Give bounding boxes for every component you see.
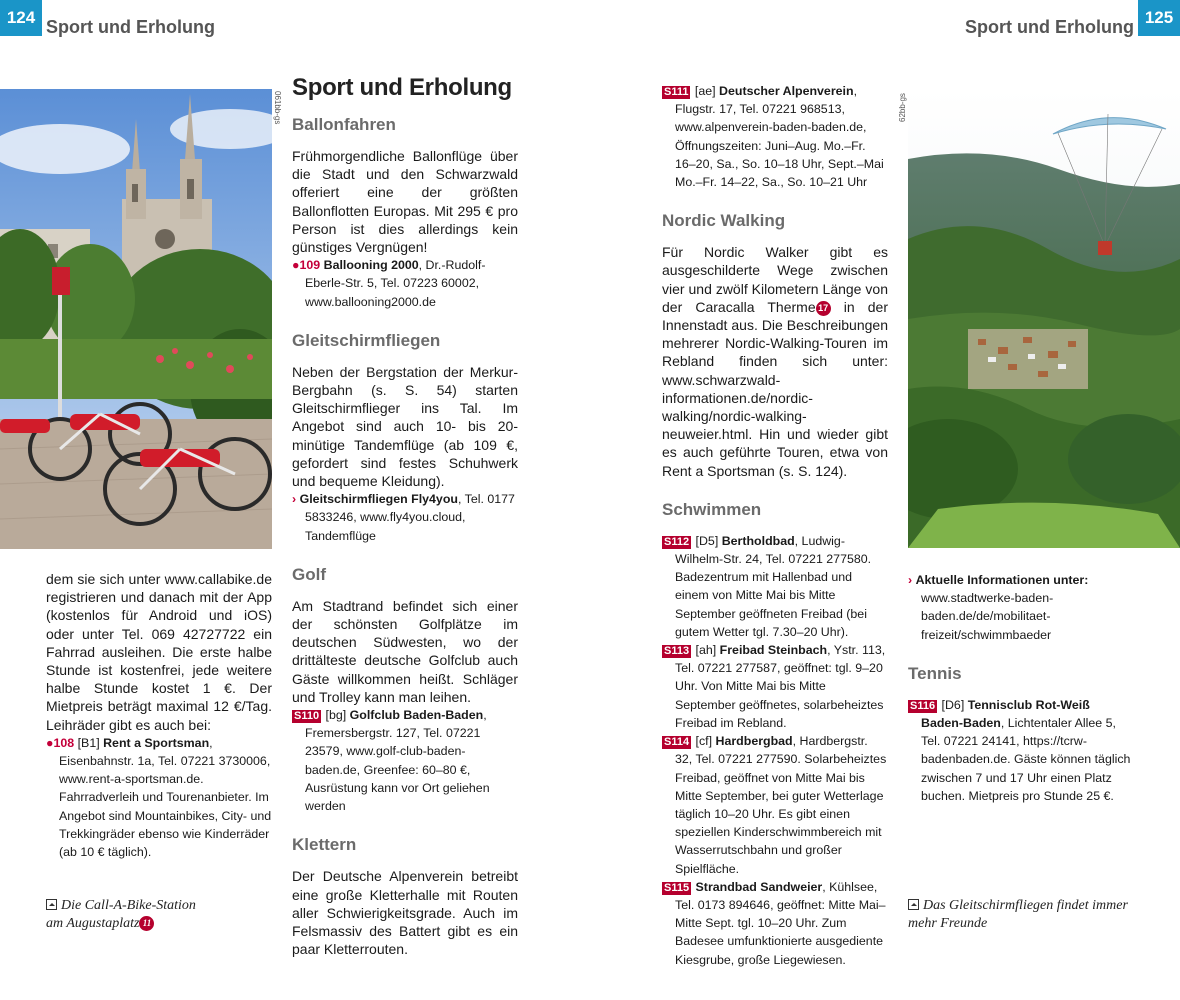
photo-credit-left: 061bb-gs	[273, 91, 282, 125]
column-2	[292, 73, 518, 958]
heading-ballonfahren: Ballonfahren	[292, 115, 396, 134]
chevron-right-icon: ›	[908, 573, 913, 587]
entry-marker: ●108	[46, 735, 75, 750]
ballonfahren-text: Frühmorgendliche Ballonflüge über die Stadt und den Schwarzwald offeriert eine der größten Ballonflotten Europas. Mit 295 € pro Person ist dies allerdings kein günstiges Vergnügen!	[292, 148, 518, 256]
chevron-right-icon: ›	[292, 492, 297, 507]
page-number-right: 125	[1138, 0, 1180, 36]
klettern-text: Der Deutsche Alpenverein betreibt eine große Kletterhalle mit Routen aller Schwierigkeitsgrade. Auch im Felsmassiv des Battert gibt es ein paar Kletterrouten.	[292, 868, 518, 958]
photo-icon	[908, 899, 919, 910]
location-ref-badge: 11	[139, 916, 154, 931]
heading-nordic-walking: Nordic Walking	[662, 211, 786, 231]
entry-112: S112 [D5] Bertholdbad, Ludwig-Wilhelm-Str. 24, Tel. 07221 277580. Badezentrum mit Hallenbad und einem von Mitte Mai bis Mitte September geöffneten Freibad (bei gutem Wetter tgl. 7.30–20 Uhr).	[664, 533, 872, 639]
photo-icon	[46, 899, 57, 910]
golf-text: Am Stadtrand befindet sich einer der schönsten Golfplätze im deutschen Südwesten, wo der drittälteste deutsche Golfclub auch Gäste willkommen heißt. Schläger und Trolley kann man leihen.	[292, 597, 518, 705]
entry-109: ●109 Ballooning 2000, Dr.-Rudolf-Eberle-Str. 5, Tel. 07223 60002, www.ballooning2000.de	[292, 258, 486, 309]
entry-info-schwimmbaeder: › Aktuelle Informationen unter: www.stadtwerke-baden-baden.de/de/mobilitaet-freizeit/schwimmbaeder	[908, 573, 1089, 642]
column-1	[46, 570, 272, 861]
map-ref: [B1]	[74, 735, 104, 750]
entry-text: , Eisenbahnstr. 1a, Tel. 07221 3730006, www.rent-a-sportsman.de. Fahrradverleih und Tourenanbieter. Im Angebot sind Mountainbikes, City- und Trekkingräder ebenso wie Kinderräder (ab 10 € täglich).	[59, 735, 272, 860]
entry-115: S115 Strandbad Sandweier, Kühlsee, Tel. 0173 894646, geöffnet: Mitte Mai–Mitte Sept. tgl. 10–20 Uhr. Zum Badesee umfunktionierte ausgediente Kiesgrube, große Liegewiesen.	[664, 879, 886, 967]
nordic-walking-text: Für Nordic Walker gibt es ausgeschilderte Wege zwischen vier und zwölf Kilometern Länge von der Caracalla Therme 17 in der Innenstadt aus. Die Beschreibungen mehrerer Nordic-Walking-Touren im Rebland finden sich unter: www.schwarzwald-informationen.de/nordic-walking/nordic-walking-neuweier.html. Hin und wieder gibt es auch geführte Touren, etwa von Rent a Sportsman (s. S. 124).	[662, 244, 888, 479]
entry-111: S111 [ae] Deutscher Alpenverein, Flugstr. 17, Tel. 07221 968513, www.alpenverein-baden-baden.de, Öffnungszeiten: Juni–Aug. Mo.–Fr. 16–20, Sa., So. 10–18 Uhr, Sept.–Mai Mo.–Fr. 14–22, Sa., So. 10–21 Uhr	[664, 84, 884, 190]
location-ref-badge: 17	[816, 301, 831, 316]
heading-tennis: Tennis	[908, 663, 962, 683]
entry-113: S113 [ah] Freibad Steinbach, Ystr. 113, Tel. 07221 277587, geöffnet: tgl. 9–20 Uhr. Von Mitte Mai bis Mitte September geöffnetes, solarbeheiztes Freibad im Rebland.	[664, 643, 886, 730]
heading-gleitschirmfliegen: Gleitschirmfliegen	[292, 330, 441, 350]
entry-110: S110 [bg] Golfclub Baden-Baden, Fremersbergstr. 127, Tel. 07221 23579, www.golf-club-baden-baden.de, Greenfee: 60–80 €, Ausrüstung kann vor Ort geliehen werden	[294, 708, 490, 814]
heading-golf: Golf	[292, 564, 326, 584]
gleitschirmfliegen-text: Neben der Bergstation der Merkur-Bergbahn (s. S. 54) starten Gleitschirmflieger ins Tal. Im Angebot sind auch 10- bis 20-minütige Tandemflüge (ab 109 €, gefordert sind festes Schuhwerk und bequeme Kleidung).	[292, 363, 518, 490]
entry-116: S116 [D6] Tennisclub Rot-Weiß Baden-Baden, Lichtentaler Allee 5, Tel. 07221 24141, https://tcrw-badenbaden.de. Gäste können täglich zwischen 7 und 17 Uhr einen Platz buchen. Mietpreis pro Stunde 25 €.	[910, 697, 1131, 803]
heading-klettern: Klettern	[292, 835, 357, 855]
call-a-bike-text: dem sie sich unter www.callabike.de registrieren und danach mit der App (kostenlos für Android und iOS) oder unter Tel. 069 42727722 ein Fahrrad ausleihen. Die erste halbe Stunde ist kostenfrei, jede weitere halbe Stunde kostet 1 €. Der Mietpreis beträgt maximal 12 €/Tag. Leihräder gibt es auch bei:	[46, 571, 272, 733]
column-3	[662, 82, 888, 969]
entry-name: Rent a Sportsman	[103, 735, 210, 750]
photo-credit-right: 62bb-gs	[898, 93, 907, 122]
running-head-left: Sport und Erholung	[46, 17, 215, 37]
caption-right: Das Gleitschirmfliegen findet immer mehr Freunde	[908, 898, 1128, 931]
caption-left: Die Call-A-Bike-Station am Augustaplatz 11	[46, 898, 196, 931]
column-4	[908, 571, 1134, 805]
section-title: Sport und Erholung	[292, 74, 512, 101]
heading-schwimmen: Schwimmen	[662, 499, 762, 519]
entry-fly4you: › Gleitschirmfliegen Fly4you, Tel. 0177 5833246, www.fly4you.cloud, Tandemflüge	[292, 492, 515, 543]
page-number-left: 124	[0, 0, 42, 36]
photo-paraglider	[908, 89, 1180, 548]
entry-108	[46, 734, 272, 861]
photo-call-a-bike-station	[0, 89, 272, 549]
entry-114: S114 [cf] Hardbergbad, Hardbergstr. 32, Tel. 07221 277590. Solarbeheiztes Freibad, geöffnet von Mitte Mai bis Mitte September, bei guter Wetterlage täglich 10–20 Uhr. Es gibt einen speziellen Kinderschwimmbereich mit Wasserrutschbahn und großer Spielfläche.	[664, 734, 887, 876]
running-head-right: Sport und Erholung	[965, 17, 1134, 37]
